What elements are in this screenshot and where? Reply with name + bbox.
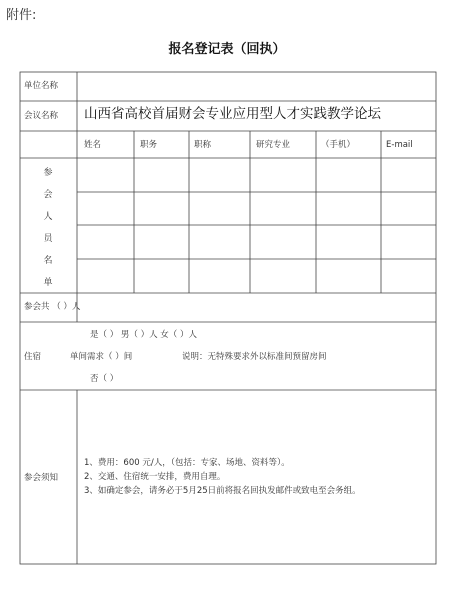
column-header-mobile: （手机）: [321, 140, 356, 150]
lodging-note: 说明：无特殊要求外以标准间预留房间: [182, 352, 327, 362]
lodging-yes-line: 是（ ） 男（ ）人 女（ ）人: [90, 330, 198, 340]
participant-row[interactable]: [78, 226, 435, 258]
meeting-name-label: 会议名称: [24, 111, 59, 121]
form-title: 报名登记表（回执）: [168, 42, 286, 57]
meeting-name-value: 山西省高校首届财会专业应用型人才实践教学论坛: [84, 106, 381, 122]
participants-label: 参 会 人 员 名 单: [43, 168, 53, 288]
notice-line: 1、费用：600 元/人，（包括：专家、场地、资料等）。: [84, 458, 290, 468]
notice-label: 参会须知: [24, 473, 59, 483]
unit-name-field[interactable]: [80, 74, 434, 99]
column-header-email: E-mail: [386, 140, 413, 150]
lodging-single-room: 单间需求（ ）间: [70, 352, 133, 362]
notice-line: 3、如确定参会，请务必于5月25日前将报名回执发邮件或致电至会务组。: [84, 486, 361, 496]
participant-row[interactable]: [78, 193, 435, 224]
column-header-title: 职称: [194, 140, 212, 150]
lodging-label: 住宿: [24, 352, 42, 362]
column-header-research: 研究专业: [256, 140, 291, 150]
lodging-no-line: 否（ ）: [90, 374, 119, 384]
total-participants-label: 参会共 （ ）人: [24, 302, 81, 312]
notice-lines: [84, 456, 361, 498]
unit-name-label: 单位名称: [24, 81, 59, 91]
column-header-position: 职务: [140, 140, 158, 150]
participant-row[interactable]: [78, 260, 435, 292]
participant-row[interactable]: [78, 159, 435, 191]
attachment-label: 附件:: [6, 8, 37, 23]
notice-line: 2、交通、住宿统一安排，费用自理。: [84, 472, 226, 482]
column-header-name: 姓名: [84, 140, 102, 150]
